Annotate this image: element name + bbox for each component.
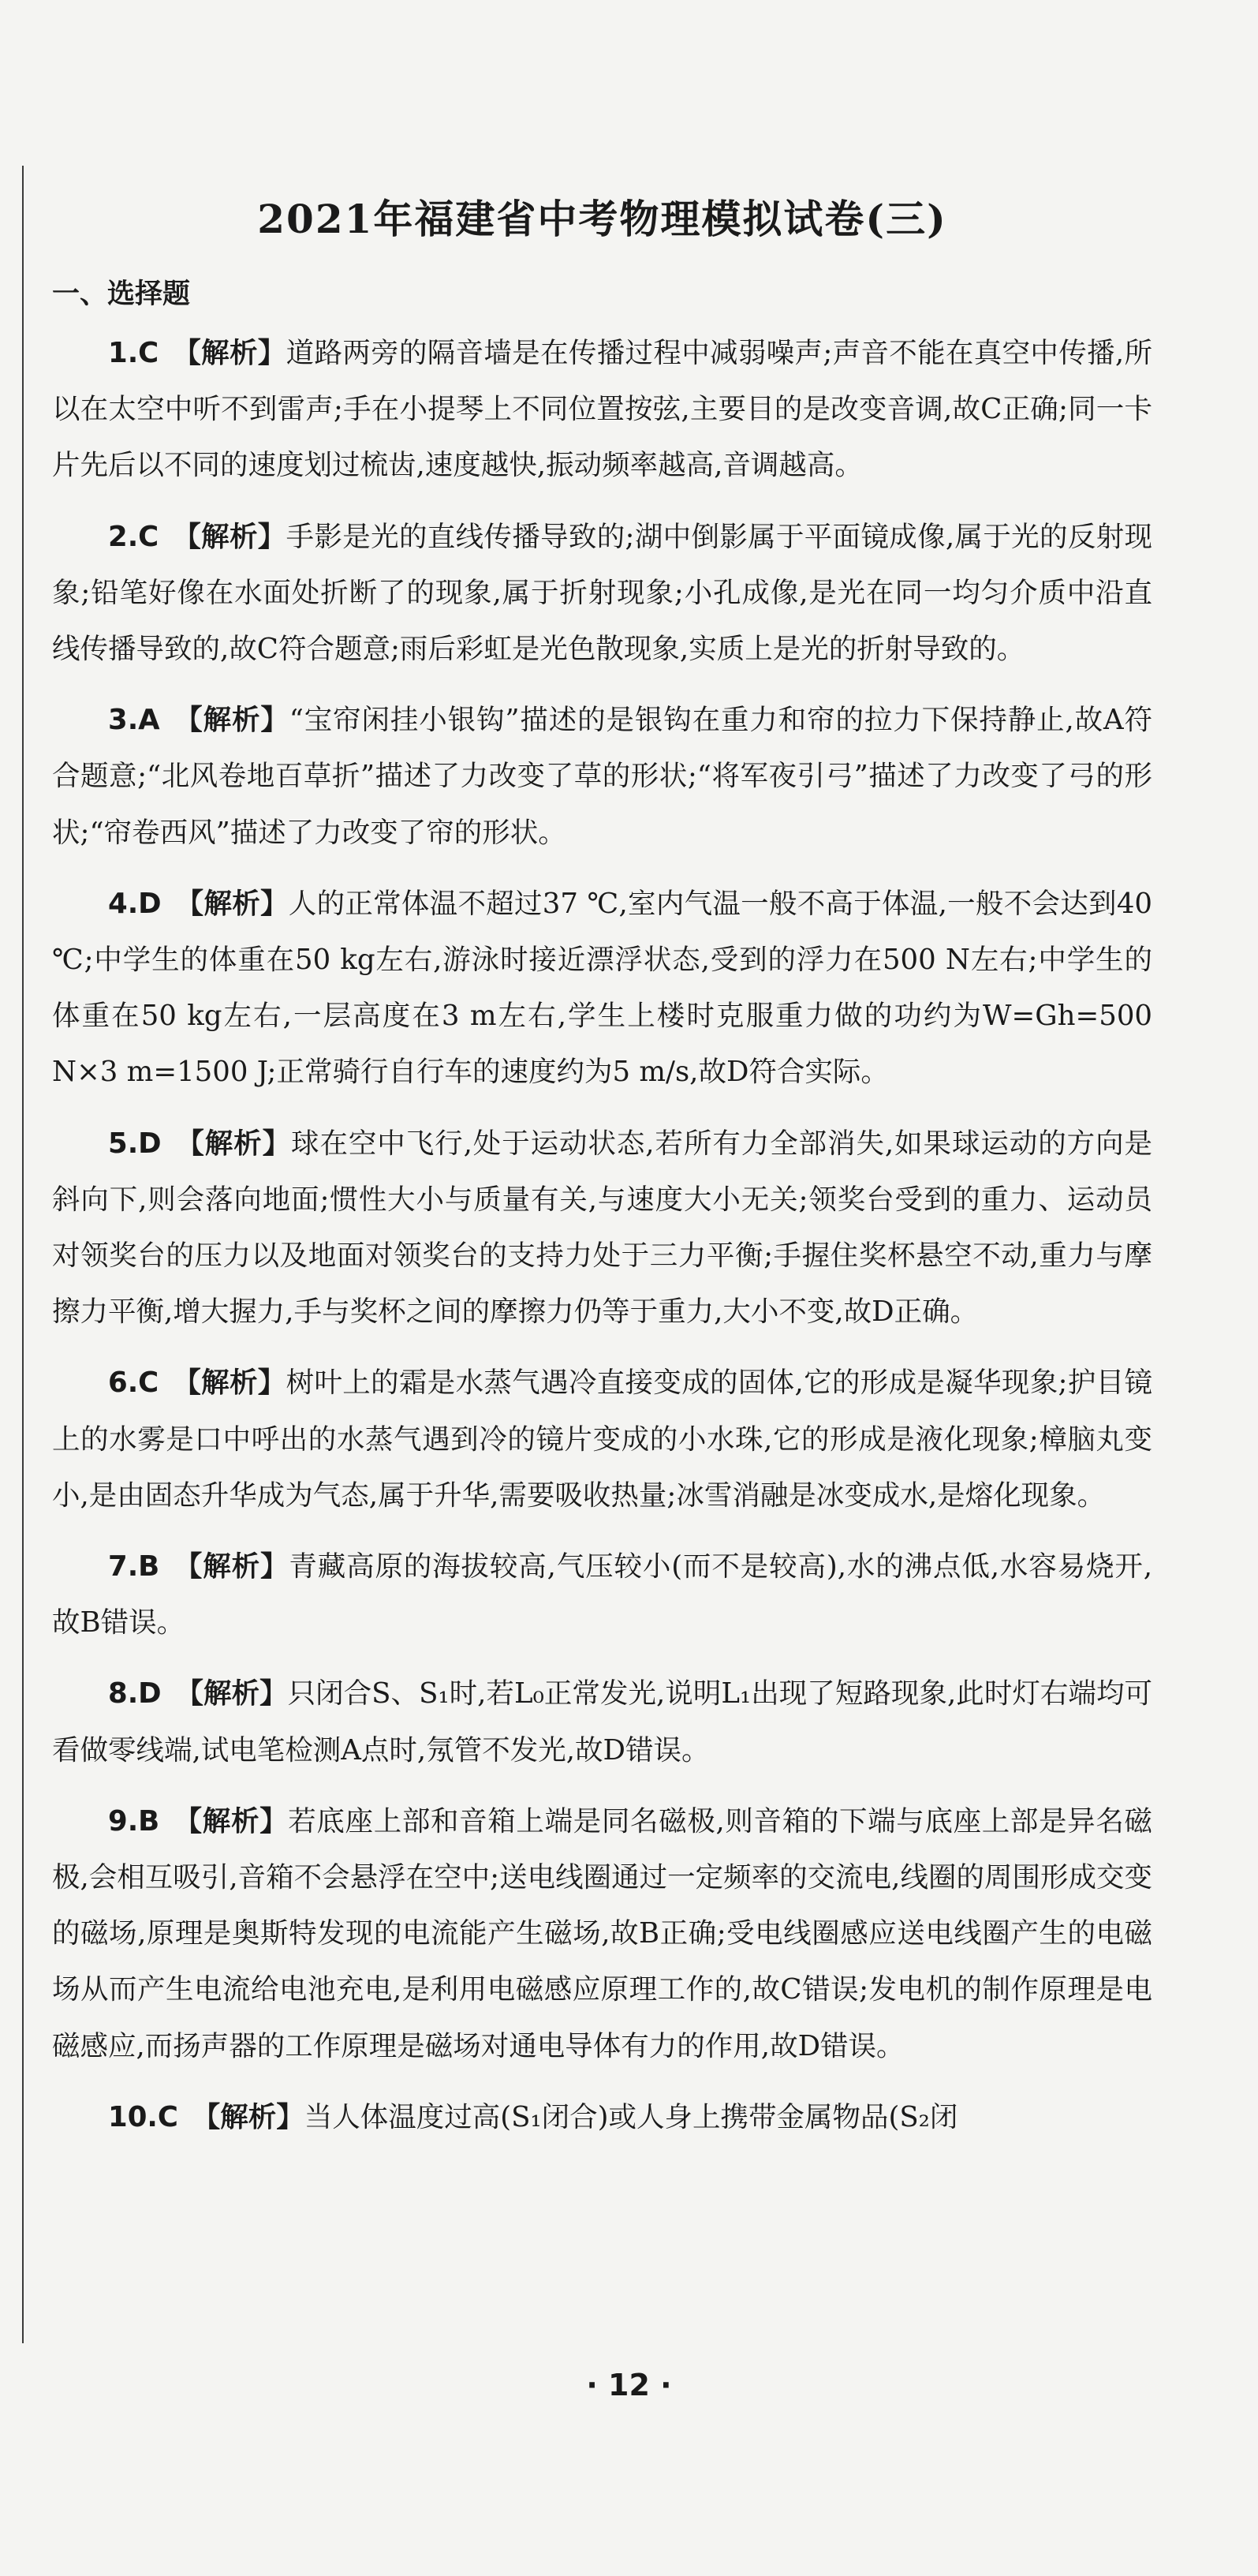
analysis-tag: 【解析】: [174, 1804, 289, 1838]
section-heading: 一、选择题: [52, 279, 191, 310]
margin-line: [22, 166, 24, 2343]
answer-number: 3.A: [108, 704, 160, 737]
answer-number: 5.D: [108, 1127, 162, 1160]
answer-number: 9.B: [108, 1804, 160, 1838]
answer-list: [52, 325, 1152, 2160]
answer-number: 6.C: [108, 1367, 159, 1400]
analysis-tag: 【解析】: [192, 2100, 304, 2133]
answer-text: 若底座上部和音箱上端是同名磁极,则音箱的下端与底座上部是异名磁极,会相互吸引,音箱不会悬浮在空中;送电线圈通过一定频率的交流电,线圈的周围形成交变的磁场,原理是奥斯特发现的电流能产生磁场,故B正确;受电线圈感应送电线圈产生的电磁场从而产生电流给电池充电,是利用电磁感应原理工作的,故C错误;发电机的制作原理是电磁感应,而扬声器的工作原理是磁场对通电导体有力的作用,故D错误。: [52, 1804, 1152, 2062]
answer-text: 人的正常体温不超过37 ℃,室内气温一般不高于体温,一般不会达到40 ℃;中学生的体重在50 kg左右,游泳时接近漂浮状态,受到的浮力在500 N左右;中学生的体重在50 kg左右,一层高度在3 m左右,学生上楼时克服重力做的功约为W=Gh=500 N×3 m=1500 J;正常骑行自行车的速度约为5 m/s,故D符合实际。: [52, 887, 1152, 1089]
analysis-tag: 【解析】: [175, 1127, 292, 1160]
answer-text: 当人体温度过高(S₁闭合)或人身上携带金属物品(S₂闭: [304, 2100, 958, 2133]
answer-text: 只闭合S、S₁时,若L₀正常发光,说明L₁出现了短路现象,此时灯右端均可看做零线端,试电笔检测A点时,氖管不发光,故D错误。: [52, 1677, 1152, 1767]
answer-number: 7.B: [108, 1550, 160, 1583]
answer-item-10: [52, 2089, 1152, 2145]
analysis-tag: 【解析】: [175, 887, 289, 920]
answer-item-6: [52, 1355, 1152, 1524]
answer-number: 1.C: [108, 337, 159, 369]
answer-text: 青藏高原的海拔较高,气压较小(而不是较高),水的沸点低,水容易烧开,故B错误。: [52, 1550, 1152, 1639]
answer-item-9: [52, 1793, 1152, 2074]
analysis-tag: 【解析】: [173, 337, 286, 369]
answer-item-7: [52, 1538, 1152, 1651]
answer-text: 树叶上的霜是水蒸气遇冷直接变成的固体,它的形成是凝华现象;护目镜上的水雾是口中呼出的水蒸气遇到冷的镜片变成的小水珠,它的形成是液化现象;樟脑丸变小,是由固态升华成为气态,属于升华,需要吸收热量;冰雪消融是冰变成水,是熔化现象。: [52, 1367, 1152, 1512]
answer-item-5: [52, 1116, 1152, 1340]
answer-text: 道路两旁的隔音墙是在传播过程中减弱噪声;声音不能在真空中传播,所以在太空中听不到雷声;手在小提琴上不同位置按弦,主要目的是改变音调,故C正确;同一卡片先后以不同的速度划过梳齿,速度越快,振动频率越高,音调越高。: [52, 337, 1152, 482]
analysis-tag: 【解析】: [173, 520, 286, 553]
answer-item-8: [52, 1666, 1152, 1778]
answer-item-4: [52, 876, 1152, 1101]
answer-text: 球在空中飞行,处于运动状态,若所有力全部消失,如果球运动的方向是斜向下,则会落向地面;惯性大小与质量有关,与速度大小无关;领奖台受到的重力、运动员对领奖台的压力以及地面对领奖台的支持力处于三力平衡;手握住奖杯悬空不动,重力与摩擦力平衡,增大握力,手与奖杯之间的摩擦力仍等于重力,大小不变,故D正确。: [52, 1127, 1152, 1329]
answer-text: 手影是光的直线传播导致的;湖中倒影属于平面镜成像,属于光的反射现象;铅笔好像在水面处折断了的现象,属于折射现象;小孔成像,是光在同一均匀介质中沿直线传播导致的,故C符合题意;雨后彩虹是光色散现象,实质上是光的折射导致的。: [52, 520, 1152, 666]
page-title: 2021年福建省中考物理模拟试卷(三): [257, 196, 947, 242]
analysis-tag: 【解析】: [174, 1550, 289, 1583]
analysis-tag: 【解析】: [175, 1677, 288, 1710]
analysis-tag: 【解析】: [173, 1367, 286, 1400]
answer-text: “宝帘闲挂小银钩”描述的是银钩在重力和帘的拉力下保持静止,故A符合题意;“北风卷地百草折”描述了力改变了草的形状;“将军夜引弓”描述了力改变了弓的形状;“帘卷西风”描述了力改变了帘的形状。: [52, 704, 1152, 849]
answer-number: 10.C: [108, 2100, 178, 2133]
answer-number: 2.C: [108, 520, 159, 553]
answer-number: 8.D: [108, 1677, 162, 1710]
answer-item-3: [52, 692, 1152, 861]
page-number: · 12 ·: [586, 2368, 672, 2402]
answer-item-2: [52, 509, 1152, 678]
answer-item-1: [52, 325, 1152, 494]
analysis-tag: 【解析】: [174, 704, 289, 737]
answer-number: 4.D: [108, 887, 162, 920]
